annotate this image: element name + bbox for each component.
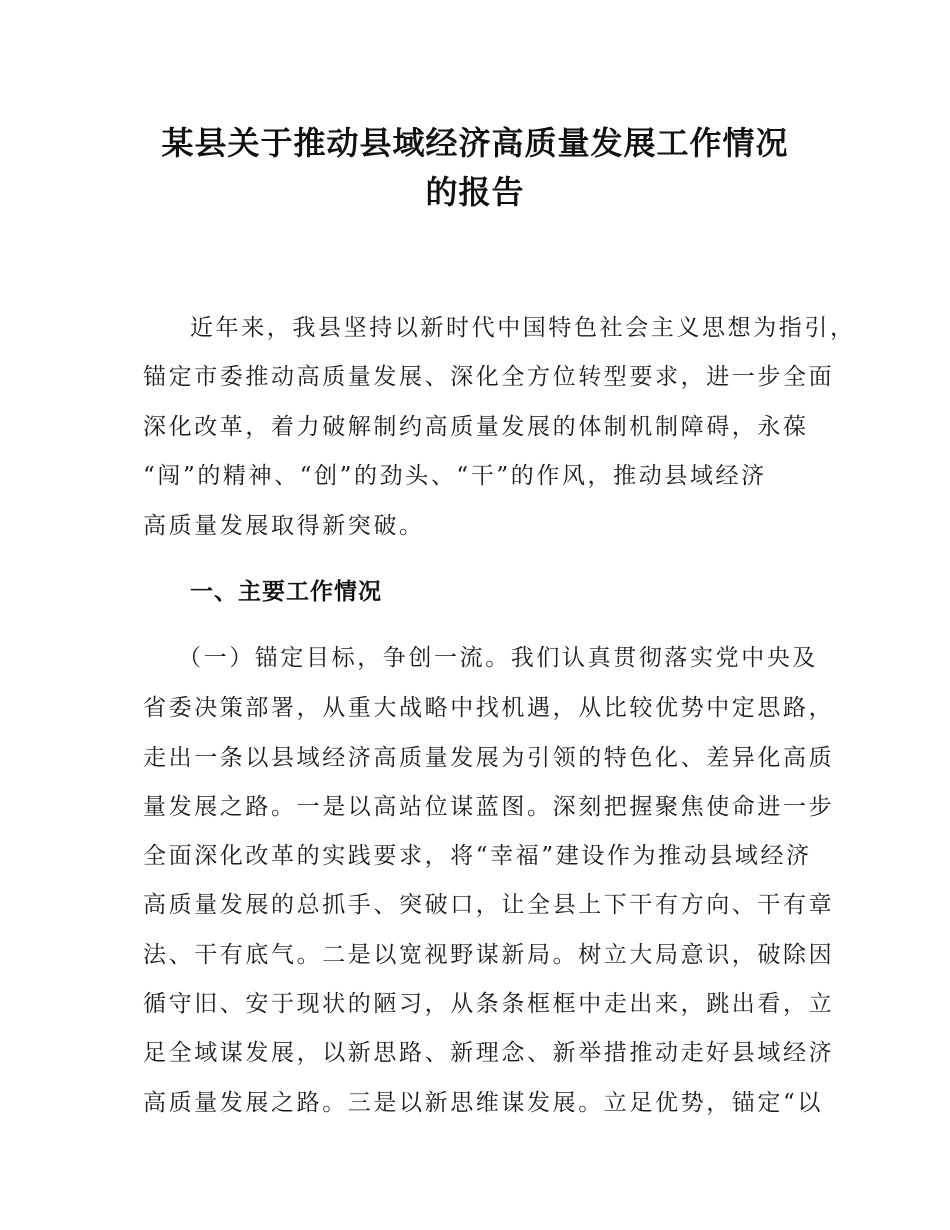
section-paragraph-line: 高质量发展之路。三是以新思维谋发展。立足优势，锚定“以 [143,1090,823,1116]
section-paragraph-line: 省委决策部署，从重大战略中找机遇，从比较优势中定思路， [143,695,835,721]
section-paragraph-line: 走出一条以县域经济高质量发展为引领的特色化、差异化高质 [143,745,835,771]
intro-paragraph-line: 高质量发展取得新突破。 [143,513,425,539]
intro-paragraph-line: 锚定市委推动高质量发展、深化全方位转型要求，进一步全面 [143,364,835,390]
section-paragraph-line: 高质量发展的总抓手、突破口，让全县上下干有方向、干有章 [143,892,835,918]
section-paragraph-line: 足全域谋发展，以新思路、新理念、新举措推动走好县域经济 [143,1040,835,1066]
section-paragraph-line: 法、干有底气。二是以宽视野谋新局。树立大局意识，破除因 [143,942,835,968]
section-heading: 一、主要工作情况 [190,579,382,605]
intro-paragraph-line: 近年来，我县坚持以新时代中国特色社会主义思想为指引， [190,315,856,341]
section-paragraph-line: 量发展之路。一是以高站位谋蓝图。深刻把握聚焦使命进一步 [143,794,835,820]
intro-paragraph-line: “闯”的精神、“创”的劲头、“干”的作风，推动县域经济 [143,463,767,489]
section-paragraph-line: （一）锚定目标，争创一流。我们认真贯彻落实党中央及 [178,645,818,671]
document-title-line-1: 某县关于推动县域经济高质量发展工作情况 [161,124,789,162]
intro-paragraph-line: 深化改革，着力破解制约高质量发展的体制机制障碍，永葆 [143,414,809,440]
section-paragraph-line: 全面深化改革的实践要求，将“幸福”建设作为推动县域经济 [143,843,812,869]
document-title-line-2: 的报告 [425,173,525,211]
section-paragraph-line: 循守旧、安于现状的陋习，从条条框框中走出来，跳出看，立 [143,991,835,1017]
